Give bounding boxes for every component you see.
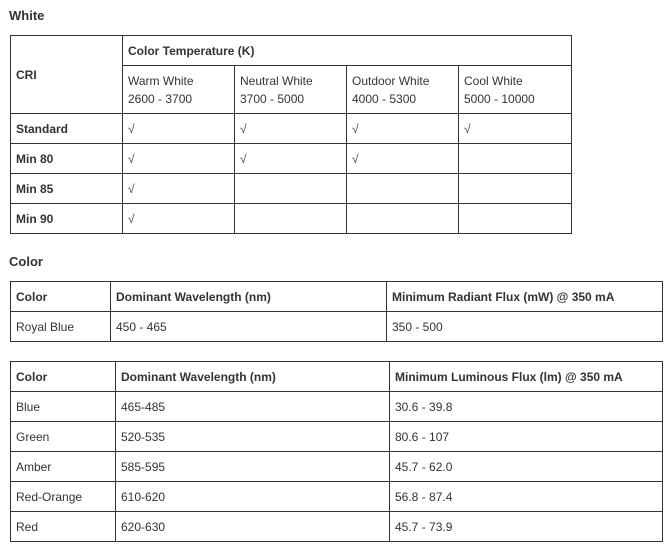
table-row xyxy=(11,312,663,342)
check-mark-icon: √ xyxy=(128,181,135,196)
cri-cell xyxy=(235,174,347,204)
luminous-flux-table xyxy=(10,361,663,542)
warm-white-header xyxy=(123,66,235,114)
cri-cell xyxy=(347,114,459,144)
check-mark-icon: √ xyxy=(464,121,471,136)
cri-row xyxy=(11,114,572,144)
column-name: Cool White xyxy=(464,73,523,88)
color-section-title: Color xyxy=(9,254,43,269)
radiant-cell: Royal Blue xyxy=(11,312,111,342)
luminous-cell: 610-620 xyxy=(116,482,390,512)
cri-row-label: Min 80 xyxy=(11,144,123,174)
radiant-cell: 350 - 500 xyxy=(387,312,663,342)
cri-cell xyxy=(235,114,347,144)
check-mark-icon: √ xyxy=(352,151,359,166)
luminous-header-cell: Minimum Luminous Flux (lm) @ 350 mA xyxy=(390,362,663,392)
cri-row xyxy=(11,174,572,204)
cri-cell xyxy=(123,174,235,204)
luminous-cell: 80.6 - 107 xyxy=(390,422,663,452)
table-row xyxy=(11,422,663,452)
cri-cell xyxy=(347,144,459,174)
cri-cell xyxy=(347,174,459,204)
cool-white-header xyxy=(459,66,572,114)
cri-cell xyxy=(123,144,235,174)
table-row xyxy=(11,452,663,482)
table-row xyxy=(11,392,663,422)
cri-row xyxy=(11,204,572,234)
cri-cell xyxy=(235,204,347,234)
cri-cell xyxy=(459,174,572,204)
radiant-header-cell: Minimum Radiant Flux (mW) @ 350 mA xyxy=(387,282,663,312)
column-range: 2600 - 3700 xyxy=(128,91,193,106)
color-temperature-header: Color Temperature (K) xyxy=(123,36,572,66)
column-name: Outdoor White xyxy=(352,73,430,88)
luminous-cell: Blue xyxy=(11,392,116,422)
cri-header: CRI xyxy=(11,36,123,114)
check-mark-icon: √ xyxy=(128,211,135,226)
check-mark-icon: √ xyxy=(240,121,247,136)
radiant-header-cell: Dominant Wavelength (nm) xyxy=(111,282,387,312)
cri-row-label: Standard xyxy=(11,114,123,144)
table-row xyxy=(11,482,663,512)
radiant-header-cell: Color xyxy=(11,282,111,312)
cri-row-label: Min 85 xyxy=(11,174,123,204)
check-mark-icon: √ xyxy=(128,121,135,136)
luminous-cell: Red-Orange xyxy=(11,482,116,512)
column-name: Neutral White xyxy=(240,73,313,88)
luminous-cell: 465-485 xyxy=(116,392,390,422)
white-cri-table xyxy=(10,35,572,234)
cri-cell xyxy=(123,114,235,144)
luminous-cell: 45.7 - 62.0 xyxy=(390,452,663,482)
check-mark-icon: √ xyxy=(128,151,135,166)
radiant-header-row xyxy=(11,282,663,312)
radiant-flux-table xyxy=(10,281,663,342)
luminous-cell: 45.7 - 73.9 xyxy=(390,512,663,542)
cri-cell xyxy=(235,144,347,174)
outdoor-white-header xyxy=(347,66,459,114)
check-mark-icon: √ xyxy=(352,121,359,136)
cri-cell xyxy=(459,114,572,144)
luminous-header-row xyxy=(11,362,663,392)
white-header-row xyxy=(11,36,572,66)
luminous-cell: Amber xyxy=(11,452,116,482)
cri-cell xyxy=(459,144,572,174)
luminous-cell: 520-535 xyxy=(116,422,390,452)
table-row xyxy=(11,512,663,542)
luminous-cell: 585-595 xyxy=(116,452,390,482)
column-range: 4000 - 5300 xyxy=(352,91,417,106)
cri-cell xyxy=(459,204,572,234)
luminous-cell: 56.8 - 87.4 xyxy=(390,482,663,512)
check-mark-icon: √ xyxy=(240,151,247,166)
luminous-header-cell: Dominant Wavelength (nm) xyxy=(116,362,390,392)
column-range: 5000 - 10000 xyxy=(464,91,535,106)
luminous-cell: 30.6 - 39.8 xyxy=(390,392,663,422)
cri-row xyxy=(11,144,572,174)
luminous-cell: Green xyxy=(11,422,116,452)
luminous-header-cell: Color xyxy=(11,362,116,392)
luminous-cell: 620-630 xyxy=(116,512,390,542)
luminous-cell: Red xyxy=(11,512,116,542)
cri-cell xyxy=(123,204,235,234)
column-range: 3700 - 5000 xyxy=(240,91,305,106)
white-section-title: White xyxy=(9,8,45,23)
cri-cell xyxy=(347,204,459,234)
column-name: Warm White xyxy=(128,73,194,88)
cri-row-label: Min 90 xyxy=(11,204,123,234)
neutral-white-header xyxy=(235,66,347,114)
radiant-cell: 450 - 465 xyxy=(111,312,387,342)
